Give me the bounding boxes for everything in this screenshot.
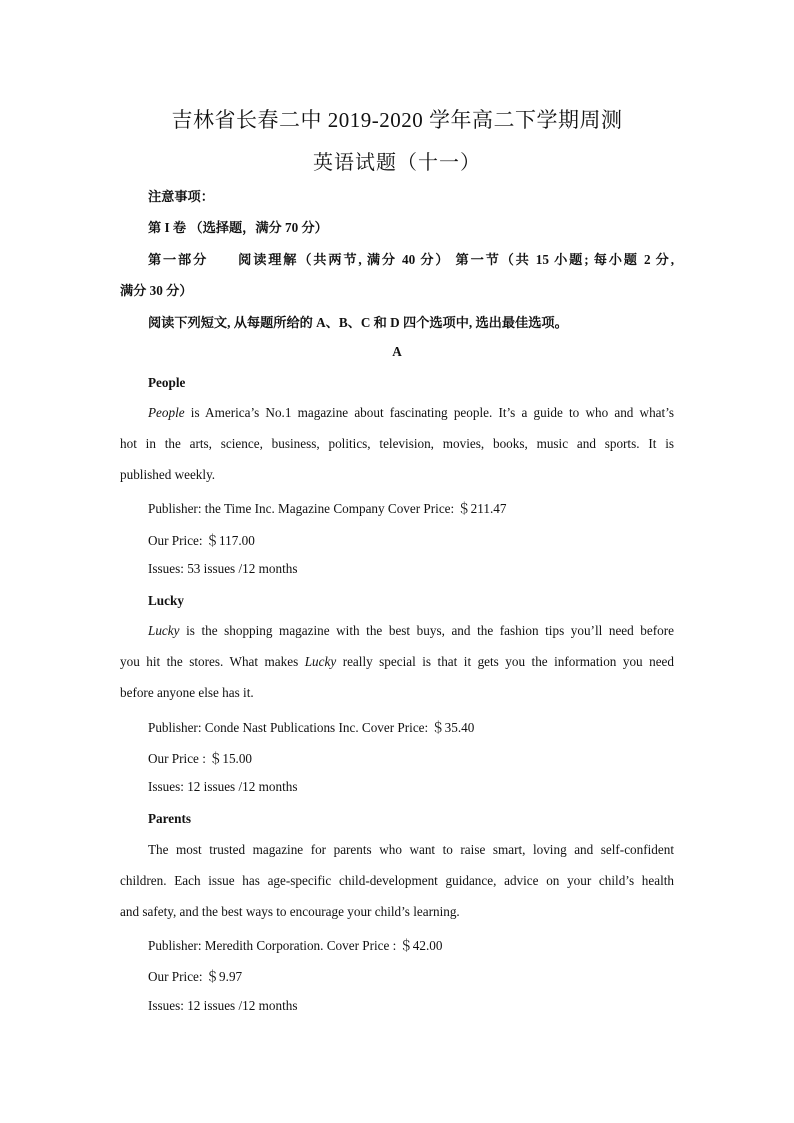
people-issues: Issues: 53 issues /12 months — [148, 561, 298, 576]
lucky-desc-line1: Lucky is the shopping magazine with the best buys, and the fashion tips you’ll need before — [148, 623, 674, 638]
document-title: 吉林省长春二中 2019-2020 学年高二下学期周测 — [171, 108, 623, 132]
parents-desc-line1: The most trusted magazine for parents who want to raise smart, loving and self-confident — [148, 842, 674, 857]
lucky-publisher: Publisher: Conde Nast Publications Inc. Cover Price: ＄35.40 — [148, 720, 475, 735]
lucky-our-price: Our Price : ＄15.00 — [148, 751, 253, 766]
people-desc-line1: People is America’s No.1 magazine about fascinating people. It’s a guide to who and what’s — [148, 405, 674, 420]
people-desc-line3: published weekly. — [120, 467, 216, 482]
parents-our-price: Our Price: ＄9.97 — [148, 969, 243, 984]
parents-publisher: Publisher: Meredith Corporation. Cover Price : ＄42.00 — [148, 938, 443, 953]
people-desc-line2: hot in the arts, science, business, politics, television, movies, books, music and sports. It is — [120, 436, 674, 451]
lucky-desc-line3: before anyone else has it. — [120, 685, 254, 700]
lucky-issues: Issues: 12 issues /12 months — [148, 779, 298, 794]
section-label: A — [392, 344, 402, 359]
lucky-name: Lucky — [148, 623, 180, 638]
people-heading: People — [148, 375, 186, 390]
people-publisher: Publisher: the Time Inc. Magazine Company Cover Price: ＄211.47 — [148, 501, 507, 516]
lucky-desc-line2: you hit the stores. What makes Lucky really special is that it gets you the information you need — [120, 654, 674, 669]
document-subtitle: 英语试题（十一） — [313, 152, 481, 174]
instruction-text: 阅读下列短文, 从每题所给的 A、B、C 和 D 四个选项中, 选出最佳选项。 — [148, 315, 568, 330]
lucky-heading: Lucky — [148, 593, 184, 608]
part-heading-line1: 第一部分 阅读理解（共两节, 满分 40 分） 第一节（共 15 小题; 每小题 2 分, — [148, 252, 674, 267]
part-heading-line2: 满分 30 分） — [120, 283, 193, 298]
parents-desc-line2: children. Each issue has age-specific child-development guidance, advice on your child’s health — [120, 873, 674, 888]
notes-label: 注意事项： — [148, 189, 214, 204]
people-our-price: Our Price: ＄117.00 — [148, 533, 255, 548]
people-name: People — [148, 405, 185, 420]
parents-issues: Issues: 12 issues /12 months — [148, 998, 298, 1013]
parents-heading: Parents — [148, 811, 191, 826]
volume-heading: 第 I 卷 （选择题，满分 70 分） — [148, 220, 328, 235]
parents-desc-line3: and safety, and the best ways to encourage your child’s learning. — [120, 904, 460, 919]
